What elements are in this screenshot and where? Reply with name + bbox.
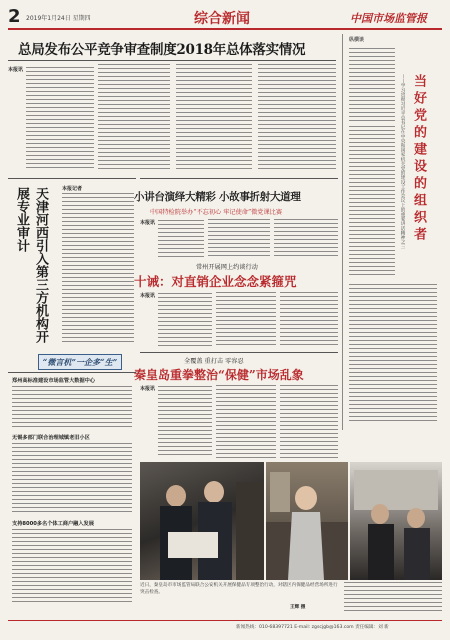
left-column-title: 天津河西引入第三方机构开展专业审计 xyxy=(14,187,48,343)
main-text-col-3 xyxy=(280,292,338,348)
right-column-subhead: ——学习贯彻习近平总书记在中央和国家机关党的建设工作会议上的重要讲话精神之三 xyxy=(400,74,405,249)
maintenance-title: 秦皇岛重拳整治“保健”市场乱象 xyxy=(134,368,304,382)
conference-story xyxy=(134,178,338,261)
lead-byline: 本报讯 xyxy=(8,67,24,73)
conference-title: 小讲台演绎大精彩 小故事折射大道理 xyxy=(134,191,301,203)
right-column-headline: 当好党的建设的组织者 xyxy=(411,74,426,244)
section-name: 综合新闻 xyxy=(194,11,250,27)
maintenance-story xyxy=(134,352,338,461)
conference-text-col-3 xyxy=(274,219,338,258)
lead-text-col-3 xyxy=(176,64,252,171)
maintenance-text-col-1 xyxy=(158,386,212,458)
conference-text-col-2 xyxy=(208,219,270,258)
sidebar-label: “微言机”一企多“生” xyxy=(42,357,118,367)
sidebar-rule-1 xyxy=(8,372,136,373)
left-column-byline: 本报记者 xyxy=(62,186,83,192)
sidebar-box xyxy=(8,350,136,610)
header-rule xyxy=(8,28,442,30)
right-column-label: 纵横谈 xyxy=(349,37,365,43)
sidebar-item-3-text xyxy=(12,529,132,605)
sidebar-label-wrap xyxy=(38,354,122,370)
right-text-bottom xyxy=(349,284,437,424)
lead-story xyxy=(8,34,336,174)
sidebar-item-1-title: 郑州高标准建设市场监管大数据中心 xyxy=(12,378,96,384)
right-text-mid xyxy=(349,126,395,276)
page-number: 2 xyxy=(8,6,21,27)
masthead-logo: 中国市场监管报 xyxy=(350,12,427,25)
main-kicker: 常州开展网上约谈行动 xyxy=(196,264,258,271)
issue-date: 2019年1月24日 星期四 xyxy=(26,15,91,22)
sidebar-item-2-text xyxy=(12,443,132,515)
lead-rule xyxy=(8,60,336,61)
photo-strip xyxy=(140,462,442,580)
maintenance-text-col-2 xyxy=(216,385,276,458)
main-story xyxy=(134,262,338,350)
photo-caption xyxy=(140,582,338,614)
maintenance-byline: 本报讯 xyxy=(140,386,156,392)
right-column xyxy=(342,34,443,430)
conference-byline: 本报讯 xyxy=(140,220,156,226)
photo-caption-credit: 王辉 摄 xyxy=(290,605,306,610)
left-column-text xyxy=(62,193,134,343)
sidebar-item-1-text xyxy=(12,386,132,430)
lead-text-col-4 xyxy=(258,64,336,171)
photo-inspection-officers xyxy=(140,462,264,580)
page-header xyxy=(8,6,442,28)
right-bottom-text xyxy=(344,582,442,612)
footer-rule xyxy=(8,620,442,621)
conference-subtitle: 中国特检院举办“不忘初心 牢记使命”微党课比赛 xyxy=(150,209,283,216)
lead-text-col-2 xyxy=(98,64,170,171)
lead-text-col-1 xyxy=(26,67,94,171)
footer-info: 新闻热线：010-68397721 E-mail: zgscjgb@163.com 责任编辑：刘 新 xyxy=(236,625,389,630)
photo-shop-figures xyxy=(350,462,442,580)
main-text-col-2 xyxy=(216,292,276,348)
photo-officers-figures xyxy=(140,462,264,580)
photo-shop-interior xyxy=(350,462,442,580)
main-byline: 本报讯 xyxy=(140,293,156,299)
conference-text-col-1 xyxy=(158,220,204,258)
sidebar-item-2-title: 无锡多部门联合治理城镇老旧小区 xyxy=(12,435,90,441)
maintenance-kicker: 全覆盖 重打击 零容忍 xyxy=(184,358,244,365)
main-title: 十诫：对直销企业念念紧箍咒 xyxy=(134,274,297,289)
main-text-col-1 xyxy=(158,293,212,348)
sidebar-item-3-title: 支持8000多名个体工商户融入发展 xyxy=(12,521,94,527)
right-text-top-1 xyxy=(349,48,395,122)
photo-counter-figures xyxy=(266,462,348,580)
photo-pharmacy-counter xyxy=(266,462,348,580)
lead-story-title: 总局发布公平竞争审查制度2018年总体落实情况 xyxy=(18,42,306,58)
left-column-story xyxy=(8,178,136,347)
photo-caption-text: 近日，秦皇岛市市场监管局联合公安机关开展保健品专项整治行动，对辖区内保健品经营场所进行突击检查。 xyxy=(140,583,338,595)
maintenance-text-col-3 xyxy=(280,385,338,458)
